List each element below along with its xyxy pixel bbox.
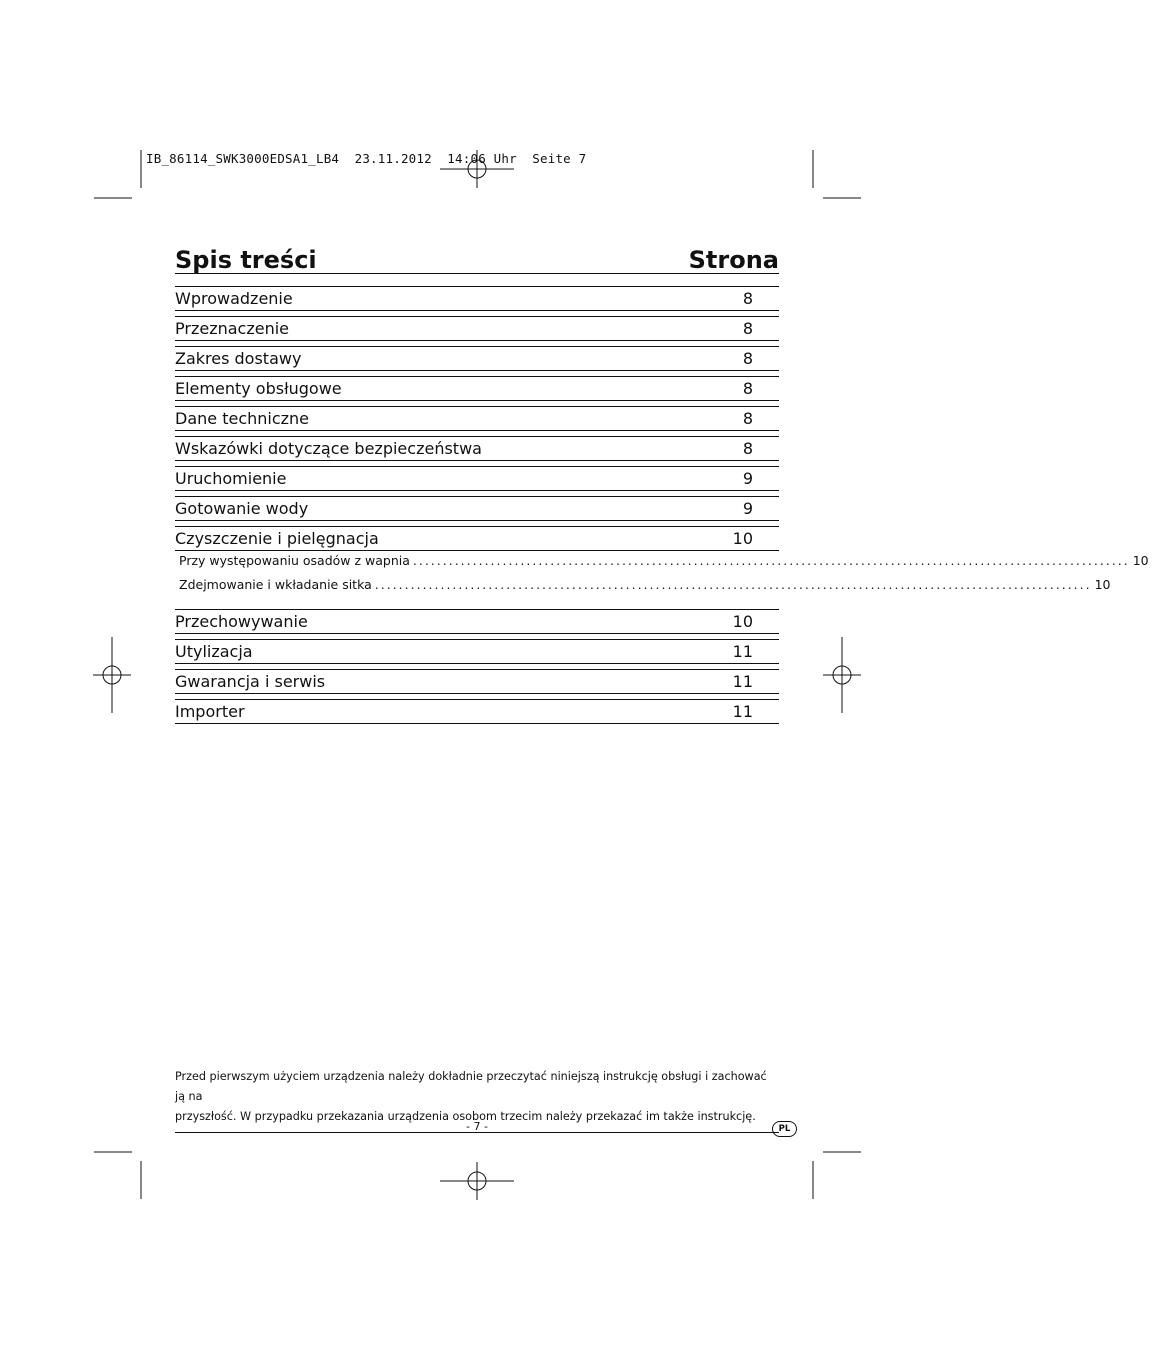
toc-title: Spis treści — [175, 246, 317, 274]
toc-entry[interactable] — [175, 639, 779, 664]
toc-entry[interactable] — [175, 466, 779, 491]
toc-subentry[interactable] — [175, 553, 1149, 577]
toc-entry[interactable] — [175, 699, 779, 724]
page-number: - 7 - — [466, 1120, 488, 1133]
toc-entry-page: 8 — [742, 319, 753, 338]
toc-subentry-title: Przy występowaniu osadów z wapnia — [179, 553, 410, 568]
toc-entry-page: 8 — [742, 289, 753, 308]
toc-entry[interactable] — [175, 609, 779, 634]
toc-entry-title: Gwarancja i serwis — [175, 672, 326, 691]
toc-entry-page: 10 — [732, 529, 753, 548]
toc-entry-title: Gotowanie wody — [175, 499, 309, 518]
toc-entry-page: 11 — [732, 672, 753, 691]
language-badge: PL — [772, 1121, 797, 1137]
toc-entry[interactable] — [175, 406, 779, 431]
toc-entry[interactable] — [175, 376, 779, 401]
toc-entry-page: 8 — [742, 439, 753, 458]
toc-entry-title: Przeznaczenie — [175, 319, 289, 338]
toc-page-heading: Strona — [688, 246, 779, 274]
footnote-line-2: przyszłość. W przypadku przekazania urządzenia osobom trzecim należy przekazać im także instrukcję. — [175, 1110, 756, 1123]
toc-entry-title: Wprowadzenie — [175, 289, 293, 308]
dot-leader: ........................................................................................................................ — [374, 577, 1092, 592]
toc-entry-title: Elementy obsługowe — [175, 379, 342, 398]
toc-entry-title: Czyszczenie i pielęgnacja — [175, 529, 379, 548]
toc-entry-page: 10 — [732, 612, 753, 631]
toc-entry-title: Utylizacja — [175, 642, 253, 661]
toc-entry[interactable] — [175, 316, 779, 341]
toc-subentry[interactable] — [175, 577, 1111, 601]
toc-entry-page: 11 — [732, 642, 753, 661]
toc-entry[interactable] — [175, 669, 779, 694]
toc-entry-page: 9 — [742, 469, 753, 488]
toc-entry-page: 8 — [742, 379, 753, 398]
toc-entry-title: Przechowywanie — [175, 612, 308, 631]
toc-entry[interactable] — [175, 346, 779, 371]
toc-entry-title: Dane techniczne — [175, 409, 310, 428]
dot-leader: ........................................................................................................................ — [412, 553, 1130, 568]
toc-entry-title: Zakres dostawy — [175, 349, 302, 368]
toc-entry-title: Importer — [175, 702, 245, 721]
toc-entry-page: 8 — [742, 349, 753, 368]
toc-header — [175, 240, 779, 274]
toc-subentry-title: Zdejmowanie i wkładanie sitka — [179, 577, 372, 592]
toc-entry-page: 9 — [742, 499, 753, 518]
footnote-line-1: Przed pierwszym użyciem urządzenia należy dokładnie przeczytać niniejszą instrukcję obsługi i zachować ją na — [175, 1070, 767, 1103]
toc-entry[interactable] — [175, 526, 779, 551]
toc-entry[interactable] — [175, 436, 779, 461]
toc-entry[interactable] — [175, 496, 779, 521]
table-of-contents — [175, 240, 1149, 729]
toc-entry-page: 11 — [732, 702, 753, 721]
toc-subentry-page: 10 — [1132, 553, 1149, 568]
toc-entry-title: Wskazówki dotyczące bezpieczeństwa — [175, 439, 482, 458]
print-slug: IB_86114_SWK3000EDSA1_LB4 23.11.2012 14:06 Uhr Seite 7 — [146, 151, 587, 166]
toc-entry-page: 8 — [742, 409, 753, 428]
toc-entry-title: Uruchomienie — [175, 469, 287, 488]
toc-list — [175, 286, 1149, 724]
toc-entry[interactable] — [175, 286, 779, 311]
toc-subentry-page: 10 — [1094, 577, 1111, 592]
